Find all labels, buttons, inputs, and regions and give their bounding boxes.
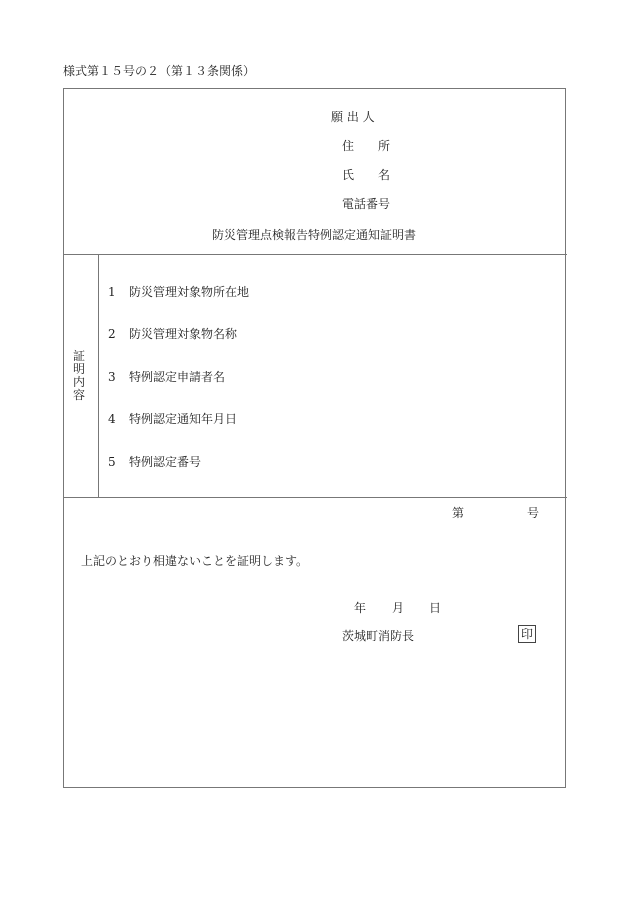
item-number: 4 — [108, 412, 116, 426]
item-label: 防災管理対象物名称 — [129, 327, 238, 341]
phone-label: 電話番号 — [342, 197, 391, 211]
item-label: 特例認定通知年月日 — [129, 412, 238, 426]
applicant-heading: 願 出 人 — [331, 110, 375, 124]
section-divider — [63, 497, 567, 498]
item-label: 特例認定申請者名 — [129, 370, 226, 384]
item-number: 5 — [108, 455, 116, 469]
section-divider — [63, 254, 567, 255]
seal-mark: 印 — [518, 625, 536, 643]
item-number: 3 — [108, 370, 116, 384]
issuer-name: 茨城町消防長 — [342, 629, 415, 643]
date-year: 年 — [354, 601, 367, 615]
form-number: 様式第１５号の２（第１３条関係） — [63, 64, 256, 78]
item-label: 防災管理対象物所在地 — [129, 285, 250, 299]
item-number: 2 — [108, 327, 116, 341]
certification-statement: 上記のとおり相違ないことを証明します。 — [81, 554, 309, 568]
date-day: 日 — [429, 601, 442, 615]
document-title: 防災管理点検報告特例認定通知証明書 — [212, 228, 417, 242]
name-label: 氏 名 — [342, 168, 391, 182]
column-divider — [98, 254, 99, 497]
address-label: 住 所 — [342, 139, 391, 153]
date-month: 月 — [392, 601, 405, 615]
number-suffix: 号 — [527, 506, 540, 520]
certification-content-label: 証 明 内 容 — [72, 349, 85, 402]
certificate-form-box — [63, 88, 566, 788]
number-prefix: 第 — [452, 506, 465, 520]
item-number: 1 — [108, 285, 116, 299]
item-label: 特例認定番号 — [129, 455, 202, 469]
